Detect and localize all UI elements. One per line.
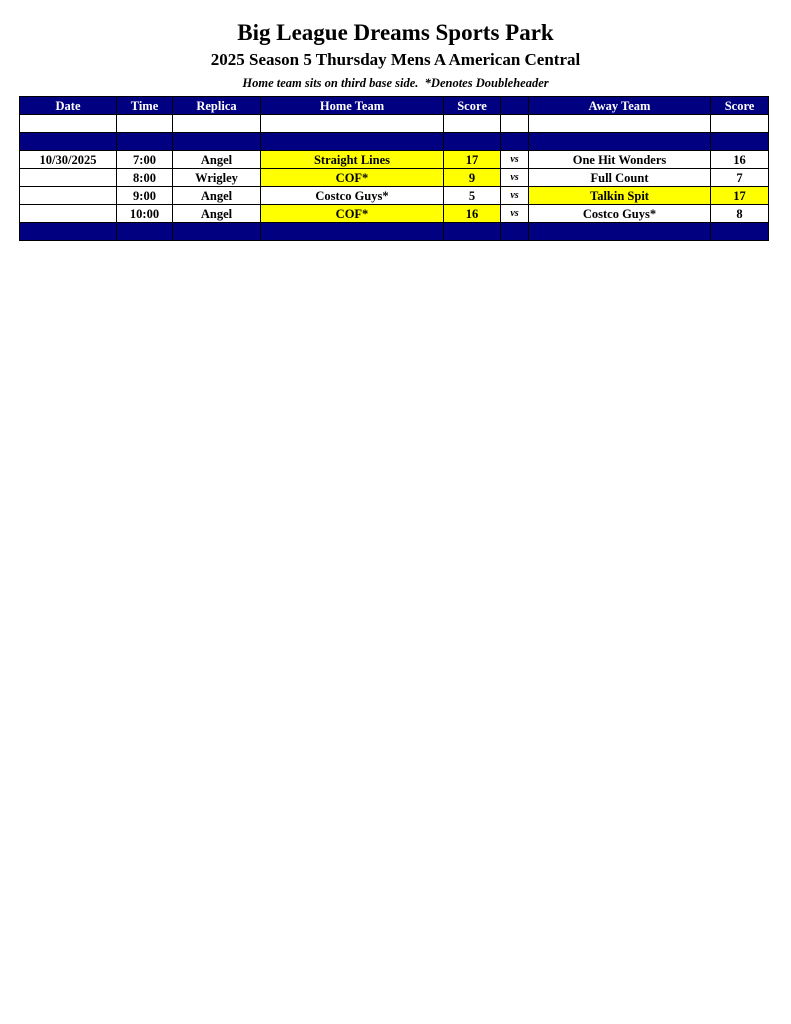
replica-cell: Angel (173, 205, 261, 223)
away-team-cell: Talkin Spit (529, 187, 711, 205)
empty-cell (529, 223, 711, 241)
separator-row (20, 133, 769, 151)
empty-cell (173, 133, 261, 151)
away-score-cell: 7 (711, 169, 769, 187)
replica-cell: Angel (173, 151, 261, 169)
col-header-home-team: Home Team (261, 97, 444, 115)
empty-cell (261, 133, 444, 151)
vs-cell: vs (501, 169, 529, 187)
col-header-away-team: Away Team (529, 97, 711, 115)
time-cell: 7:00 (117, 151, 173, 169)
col-header-home-score: Score (444, 97, 501, 115)
table-row (20, 169, 769, 187)
table-row (20, 151, 769, 169)
date-cell: 10/30/2025 (20, 151, 117, 169)
empty-cell (261, 223, 444, 241)
date-cell (20, 169, 117, 187)
home-team-cell: COF* (261, 169, 444, 187)
replica-cell: Wrigley (173, 169, 261, 187)
empty-cell (501, 223, 529, 241)
home-score-cell: 17 (444, 151, 501, 169)
vs-cell: vs (501, 205, 529, 223)
home-score-cell: 16 (444, 205, 501, 223)
home-score-cell: 9 (444, 169, 501, 187)
col-header-replica: Replica (173, 97, 261, 115)
time-cell: 8:00 (117, 169, 173, 187)
home-score-cell: 5 (444, 187, 501, 205)
spacer-row (20, 115, 769, 133)
away-team-cell: Costco Guys* (529, 205, 711, 223)
empty-cell (711, 223, 769, 241)
away-team-cell: Full Count (529, 169, 711, 187)
vs-cell: vs (501, 187, 529, 205)
col-header-date: Date (20, 97, 117, 115)
col-header-time: Time (117, 97, 173, 115)
header-row (20, 97, 769, 115)
footer-row (20, 223, 769, 241)
vs-cell: vs (501, 151, 529, 169)
empty-cell (261, 115, 444, 133)
home-team-cell: COF* (261, 205, 444, 223)
empty-cell (444, 133, 501, 151)
empty-cell (501, 133, 529, 151)
replica-cell: Angel (173, 187, 261, 205)
date-cell (20, 205, 117, 223)
time-cell: 10:00 (117, 205, 173, 223)
schedule-table (19, 96, 769, 241)
page-note: Home team sits on third base side. *Denotes Doubleheader (242, 76, 549, 90)
empty-cell (20, 115, 117, 133)
empty-cell (20, 223, 117, 241)
time-cell: 9:00 (117, 187, 173, 205)
col-header-away-score: Score (711, 97, 769, 115)
table-row (20, 205, 769, 223)
away-score-cell: 16 (711, 151, 769, 169)
empty-cell (173, 223, 261, 241)
empty-cell (711, 133, 769, 151)
away-team-cell: One Hit Wonders (529, 151, 711, 169)
away-score-cell: 8 (711, 205, 769, 223)
empty-cell (117, 223, 173, 241)
empty-cell (117, 115, 173, 133)
page-subtitle: 2025 Season 5 Thursday Mens A American Central (210, 50, 581, 69)
empty-cell (173, 115, 261, 133)
empty-cell (117, 133, 173, 151)
home-team-cell: Costco Guys* (261, 187, 444, 205)
page-title: Big League Dreams Sports Park (237, 20, 554, 45)
away-score-cell: 17 (711, 187, 769, 205)
empty-cell (529, 133, 711, 151)
empty-cell (444, 115, 501, 133)
table-row (20, 187, 769, 205)
empty-cell (20, 133, 117, 151)
empty-cell (501, 115, 529, 133)
date-cell (20, 187, 117, 205)
home-team-cell: Straight Lines (261, 151, 444, 169)
empty-cell (711, 115, 769, 133)
col-header-vs (501, 97, 529, 115)
empty-cell (529, 115, 711, 133)
empty-cell (444, 223, 501, 241)
